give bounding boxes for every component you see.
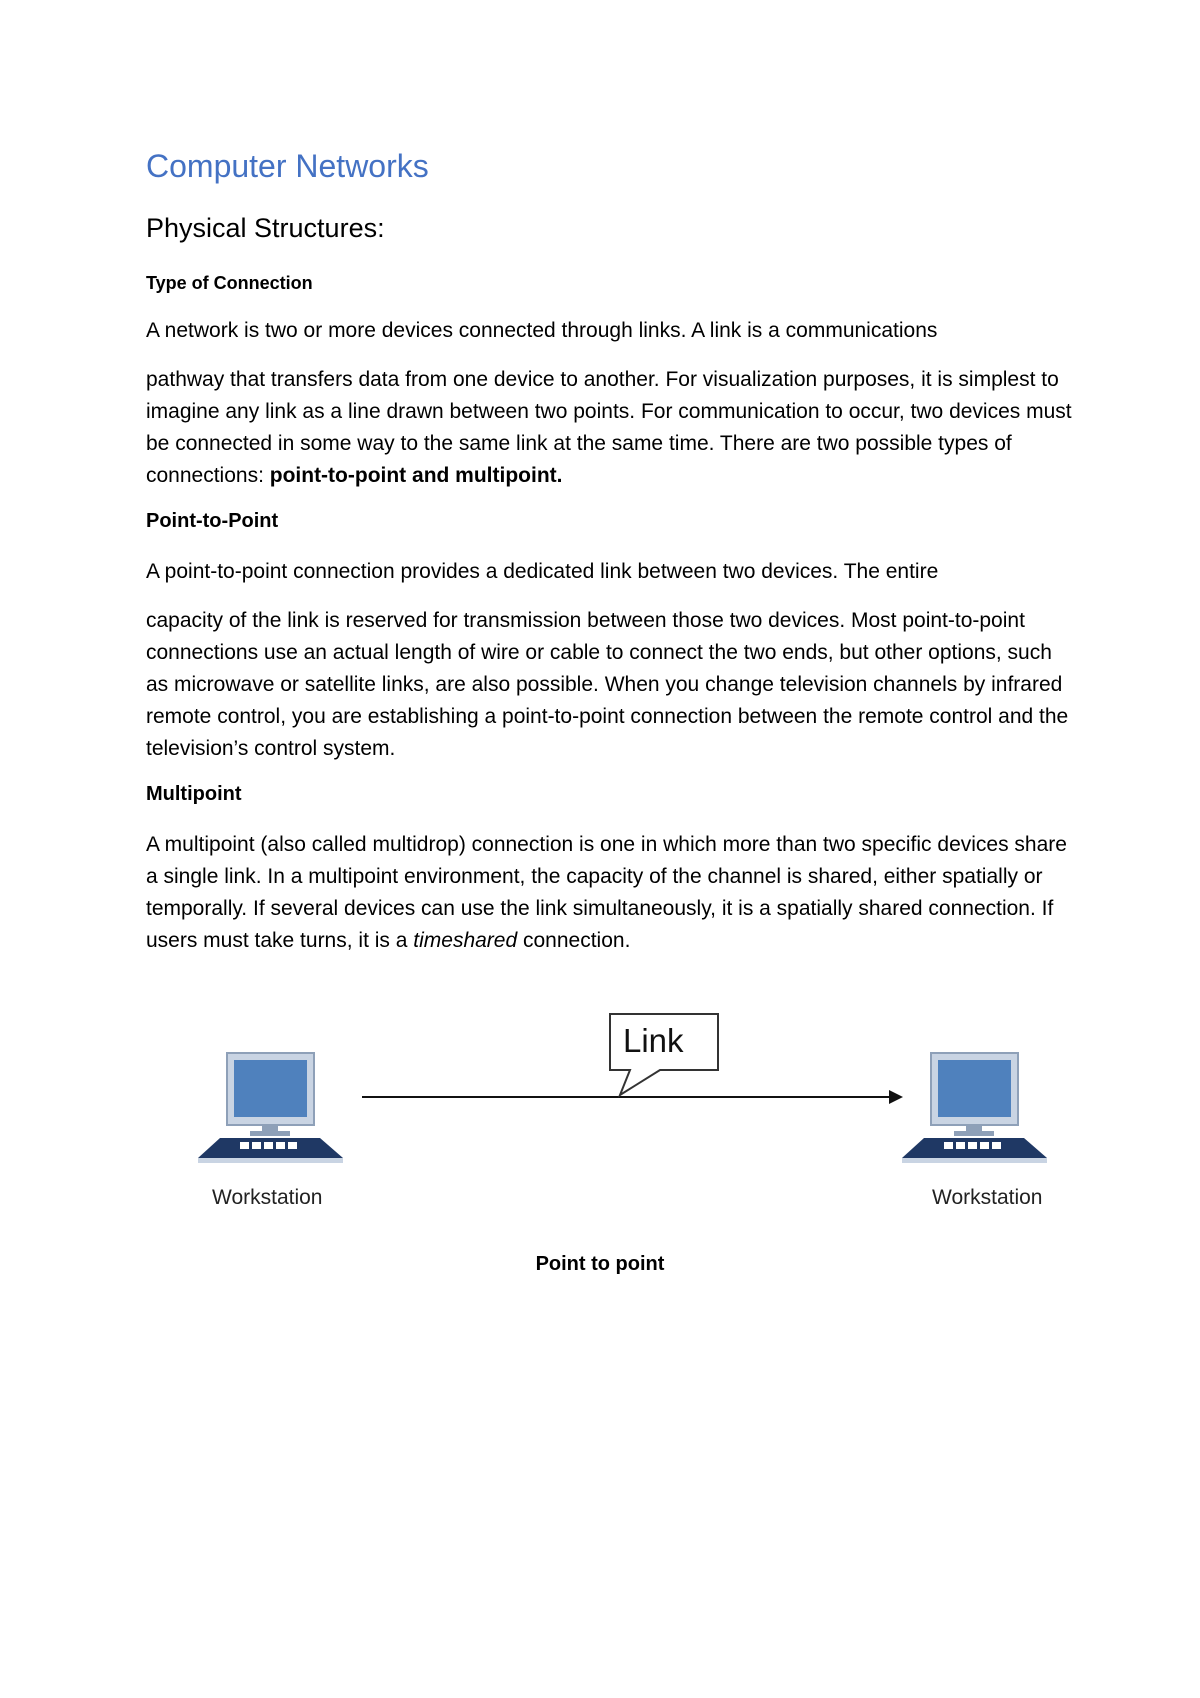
section-heading: Physical Structures: [146,213,385,243]
p2p-paragraph: capacity of the link is reserved for transmission between those two devices. Most point-to-point connections use an actual length of wire or cable to connect the two ends, but other options, such as microwave or satellite links, are also possible. When you change television channels by infrared remote control, you are establishing a point-to-point connection between the remote control and the television’s control system. [146,609,1069,760]
intro-bold-text: point-to-point and multipoint. [269,464,563,487]
subsection-heading: Type of Connection [146,273,313,293]
multipoint-italic-text: timeshared [413,929,518,952]
intro-line: A network is two or more devices connected through links. A link is a communications [146,319,938,342]
multipoint-tail-text: connection. [517,929,631,952]
page-title: Computer Networks [146,148,429,184]
left-workstation-label: Workstation [212,1186,323,1209]
link-callout-label: Link [623,1022,684,1059]
left-workstation-icon [198,1053,343,1163]
intro-text: pathway that transfers data from one device to another. For visualization purposes, it is simplest to imagine any link as a line drawn between two points. For communication to occur, two devices must be connected in some way to the same link at the same time. There are two possible types of connections: [146,368,1072,487]
p2p-heading: Point-to-Point [146,510,279,532]
arrow-head-icon [889,1090,903,1104]
p2p-line: A point-to-point connection provides a dedicated link between two devices. The entire [146,560,939,583]
multipoint-text: A multipoint (also called multidrop) connection is one in which more than two specific devices share a single link. In a multipoint environment, the capacity of the channel is shared, either spatially or temporally. If several devices can use the link simultaneously, it is a spatially shared connection. If users must take turns, it is a [146,833,1067,952]
right-workstation-label: Workstation [932,1186,1043,1209]
multipoint-heading: Multipoint [146,783,242,805]
figure-caption: Point to point [535,1253,665,1275]
right-workstation-icon [902,1053,1047,1163]
